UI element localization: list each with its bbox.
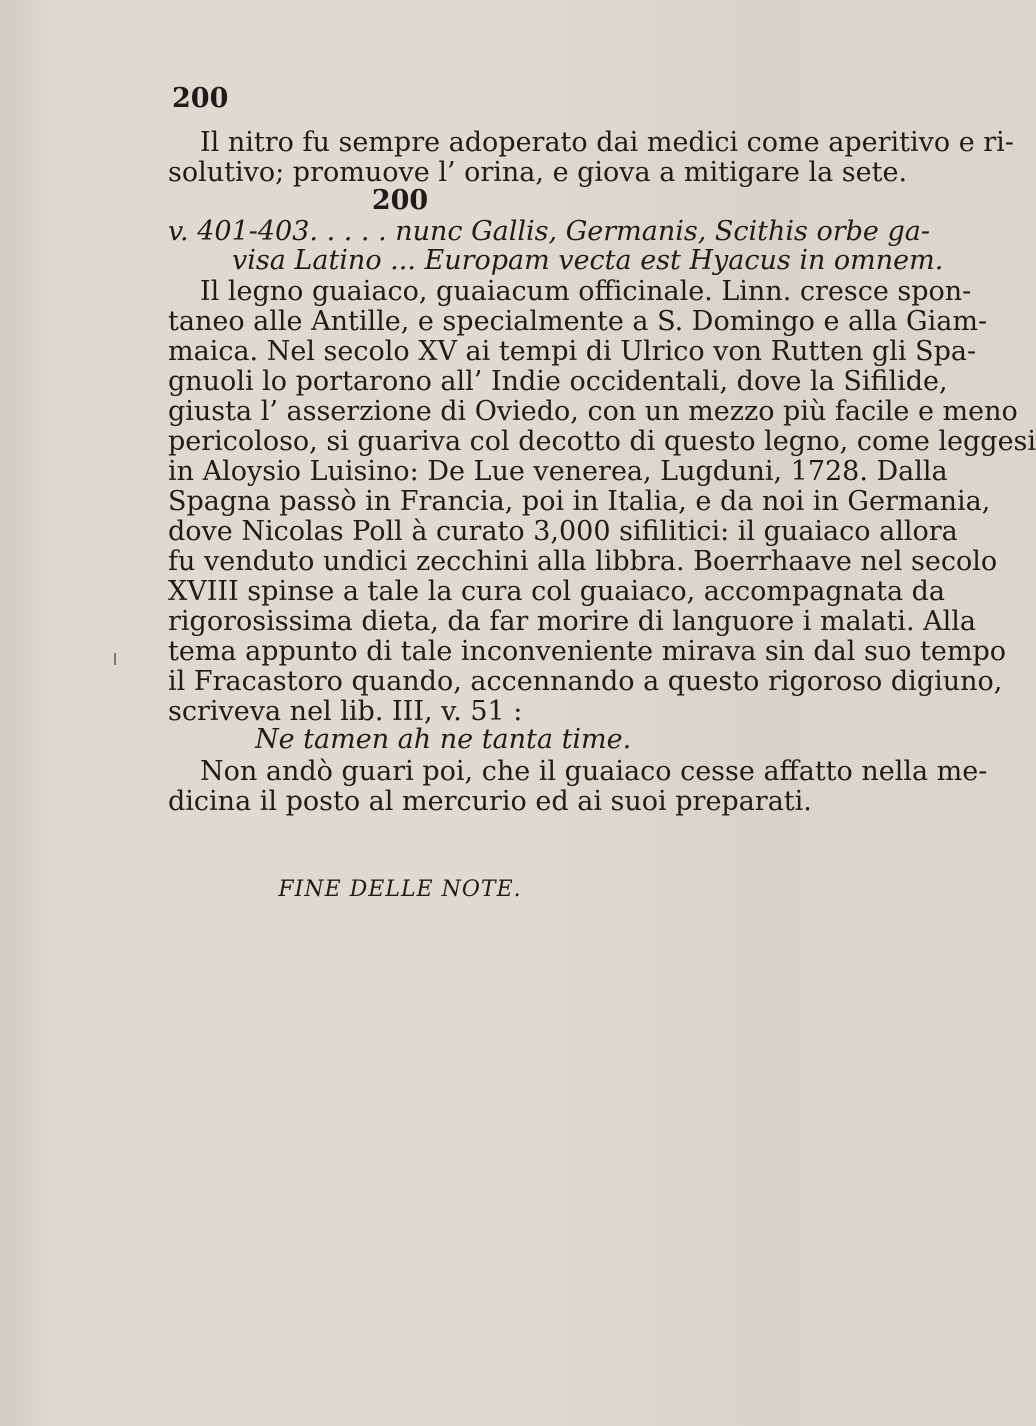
page-number: 200 [172, 83, 229, 114]
paragraph-line: XVIII spinse a tale la cura col guaiaco, accompagnata da [168, 576, 946, 607]
paragraph-line: Il nitro fu sempre adoperato dai medici come aperitivo e ri- [200, 127, 1014, 158]
paragraph-line: maica. Nel secolo XV ai tempi di Ulrico von Rutten gli Spa- [168, 336, 977, 367]
latin-quote: Ne tamen ah ne tanta time. [255, 724, 632, 755]
paragraph-line: Il legno guaiaco, guaiacum officinale. Linn. cresce spon- [200, 276, 972, 307]
paragraph-line: taneo alle Antille, e specialmente a S. Domingo e alla Giam- [168, 306, 988, 337]
paragraph-line: in Aloysio Luisino: De Lue venerea, Lugduni, 1728. Dalla [168, 456, 948, 487]
paragraph-line: Non andò guari poi, che il guaiaco cesse affatto nella me- [200, 756, 988, 787]
note-number: 200 [371, 185, 429, 216]
paragraph-line: tema appunto di tale inconveniente mirava sin dal suo tempo [168, 636, 1007, 667]
paragraph-line: fu venduto undici zecchini alla libbra. Boerrhaave nel secolo [168, 546, 998, 577]
paragraph-line: pericoloso, si guariva col decotto di questo legno, come leggesi [168, 426, 1036, 457]
paragraph-line: dove Nicolas Poll à curato 3,000 sifilitici: il guaiaco allora [168, 516, 958, 547]
paragraph-line: giusta l’ asserzione di Oviedo, con un mezzo più facile e meno [168, 396, 1018, 427]
paragraph-line: gnuoli lo portarono all’ Indie occidentali, dove la Sifilide, [168, 366, 948, 397]
paragraph-line: rigorosissima dieta, da far morire di languore i malati. Alla [168, 606, 976, 637]
paragraph-line: scriveva nel lib. III, v. 51 : [168, 696, 523, 727]
closing-line: FINE DELLE NOTE. [278, 877, 522, 902]
verse-reference: v. 401-403. . . . . nunc Gallis, Germanis, Scithis orbe ga- [168, 216, 930, 247]
paragraph-line: il Fracastoro quando, accennando a questo rigoroso digiuno, [168, 666, 1003, 697]
margin-mark [114, 653, 116, 665]
paragraph-line: solutivo; promuove l’ orina, e giova a mitigare la sete. [168, 157, 908, 188]
verse-line: visa Latino ... Europam vecta est Hyacus in omnem. [232, 245, 944, 276]
paragraph-line: dicina il posto al mercurio ed ai suoi preparati. [168, 786, 812, 817]
paragraph-line: Spagna passò in Francia, poi in Italia, e da noi in Germania, [168, 486, 991, 517]
